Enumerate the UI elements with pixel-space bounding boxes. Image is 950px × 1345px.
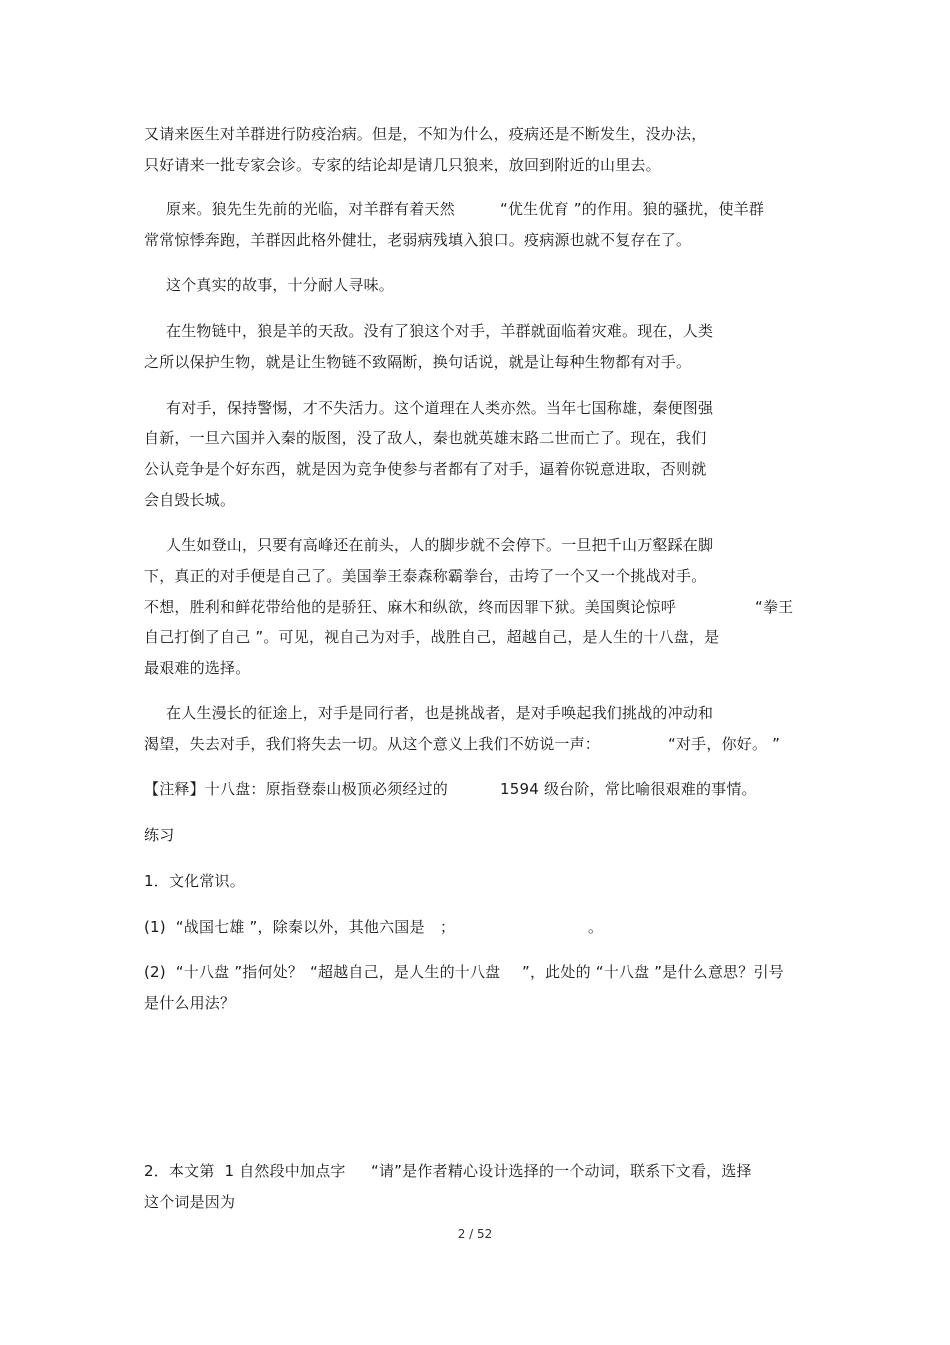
paragraph-line-fragment: “对手，你好。 ” <box>668 735 781 753</box>
paragraph-line: 公认竞争是个好东西，就是因为竞争使参与者都有了对手，逼着你锐意进取，否则就 <box>144 460 707 478</box>
question-2: 2．本文第 1 自然段中加点字 <box>144 1162 346 1180</box>
paragraph-line: 自新，一旦六国并入秦的版图，没了敌人，秦也就英雄末路二世而亡了。现在，我们 <box>144 429 707 447</box>
paragraph-line: 常常惊悸奔跑，羊群因此格外健壮，老弱病残填入狼口。疫病源也就不复存在了。 <box>144 231 692 249</box>
question-1-2: (2) “十八盘 ”指何处？ <box>144 963 304 981</box>
question-1-2-fragment: “超越自己，是人生的十八盘 <box>310 963 501 981</box>
paragraph-line: 又请来医生对羊群进行防疫治病。但是，不知为什么，疫病还是不断发生，没办法， <box>144 125 707 143</box>
annotation-note-fragment: 1594 级台阶，常比喻很艰难的事情。 <box>500 780 757 798</box>
question-2-fragment: “请”是作者精心设计选择的一个动词，联系下文看，选择 <box>371 1162 752 1180</box>
paragraph-line: 渴望，失去对手，我们将失去一切。从这个意义上我们不妨说一声： <box>144 735 601 753</box>
question-1-2-continued: 是什么用法？ <box>144 994 236 1012</box>
paragraph-line: 有对手，保持警惕，才不失活力。这个道理在人类亦然。当年七国称雄，秦便图强 <box>166 399 714 417</box>
annotation-note: 【注释】十八盘：原指登泰山极顶必须经过的 <box>144 780 449 798</box>
page-number: 2 / 52 <box>457 1227 493 1241</box>
question-1-2-fragment: ”，此处的 “十八盘 ”是什么意思？引号 <box>522 963 784 981</box>
paragraph-line: 最艰难的选择。 <box>144 659 251 677</box>
paragraph-line: 只好请来一批专家会诊。专家的结论却是请几只狼来，放回到附近的山里去。 <box>144 156 661 174</box>
paragraph-line: 这个真实的故事，十分耐人寻味。 <box>166 276 395 294</box>
paragraph-line: 在人生漫长的征途上，对手是同行者，也是挑战者，是对手唤起我们挑战的冲动和 <box>166 704 714 722</box>
paragraph-line: 原来。狼先生先前的光临，对羊群有着天然 <box>166 200 455 218</box>
exercise-heading: 练习 <box>144 826 175 844</box>
question-1-1: (1) “战国七雄 ”，除秦以外，其他六国是 <box>144 918 425 936</box>
paragraph-line: 会自毁长城。 <box>144 491 236 509</box>
paragraph-line: 自己打倒了自己 ”。可见，视自己为对手，战胜自己，超越自己，是人生的十八盘，是 <box>144 628 720 646</box>
paragraph-line: 人生如登山，只要有高峰还在前头，人的脚步就不会停下。一旦把千山万壑踩在脚 <box>166 536 714 554</box>
question-1-1-end: 。 <box>588 918 604 936</box>
question-1: 1．文化常识。 <box>144 872 245 890</box>
question-2-continued: 这个词是因为 <box>144 1193 236 1211</box>
paragraph-line: 不想，胜利和鲜花带给他的是骄狂、麻木和纵欲，终而因罪下狱。美国舆论惊呼 <box>144 598 677 616</box>
paragraph-line: 下，真正的对手便是自己了。美国拳王泰森称霸拳台，击垮了一个又一个挑战对手。 <box>144 567 707 585</box>
paragraph-line: 之所以保护生物，就是让生物链不致隔断，换句话说，就是让每种生物都有对手。 <box>144 353 692 371</box>
paragraph-line-fragment: “优生优育 ”的作用。狼的骚扰，使羊群 <box>500 200 765 218</box>
question-1-1-blank-separator: ； <box>440 918 456 936</box>
paragraph-line: 在生物链中，狼是羊的天敌。没有了狼这个对手，羊群就面临着灾难。现在，人类 <box>166 322 714 340</box>
paragraph-line-fragment: “拳王 <box>755 598 794 616</box>
